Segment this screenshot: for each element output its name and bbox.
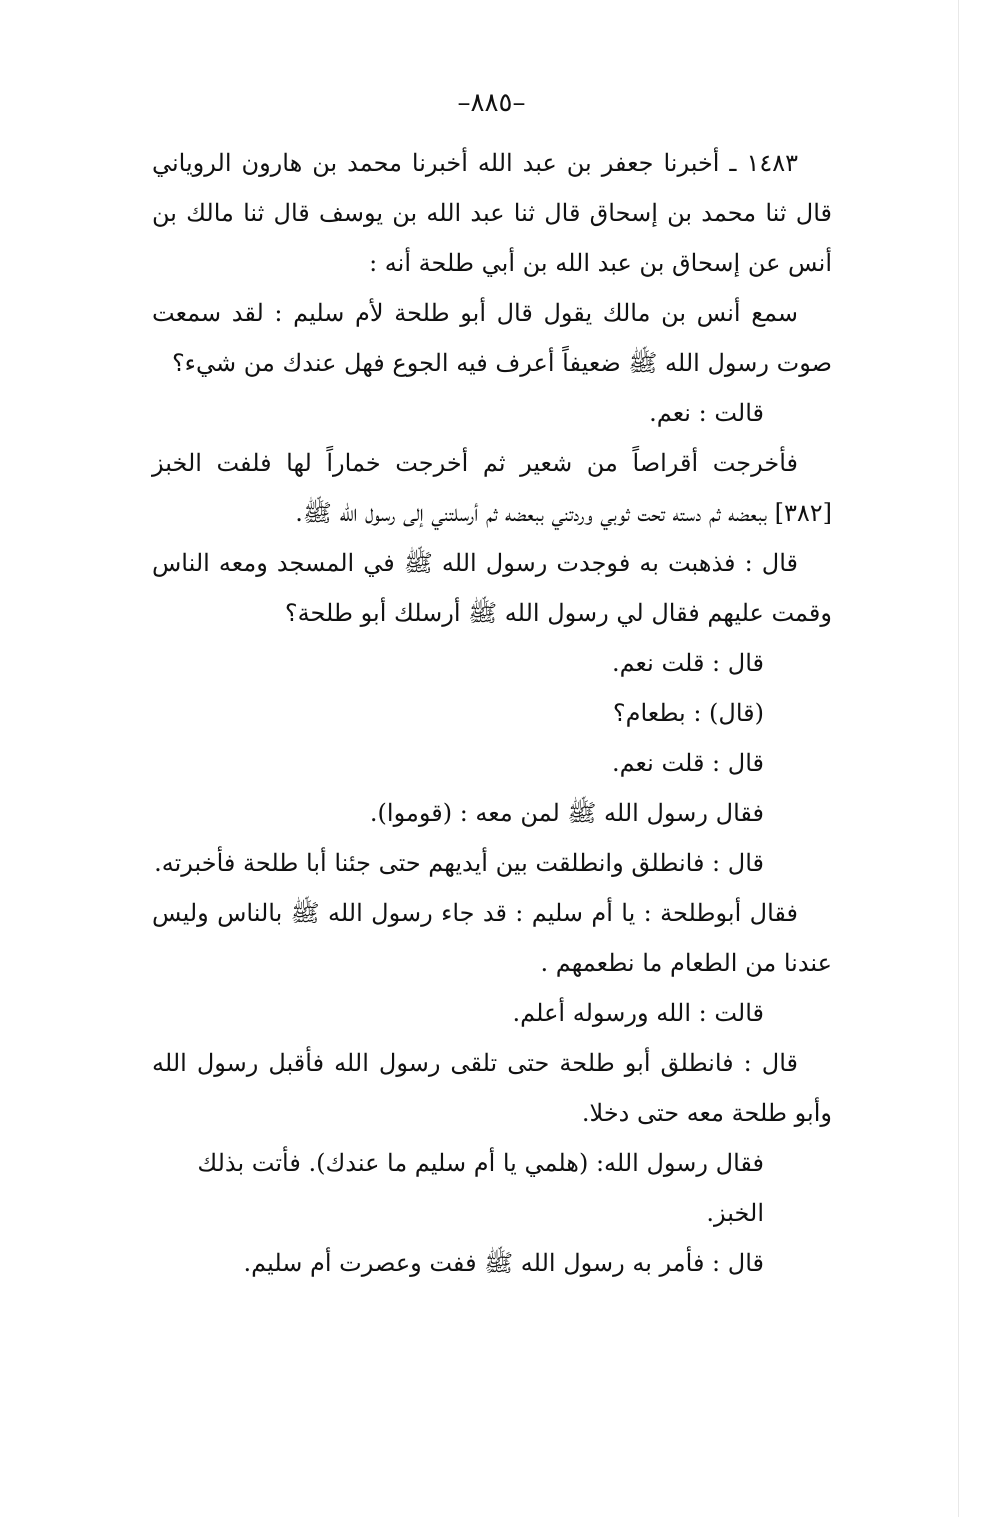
paragraph-meeting-prophet: قال : فانطلق أبو طلحة حتى تلقى رسول الله فأقبل رسول الله وأبو طلحة معه حتى دخلا. — [152, 1049, 832, 1127]
page-number: –٨٨٥– — [457, 88, 526, 118]
paragraph-question-food: (قال) : بطعام؟ — [612, 699, 764, 727]
paragraph-reply-yes-2: قال : قلت نعم. — [611, 749, 764, 777]
page-edge-line — [958, 0, 959, 1517]
paragraph-bread-preparation: فأخرجت أقراصاً من شعير ثم أخرجت خماراً لها فلفت الخبز [٣٨٢] ببعضه ثم دسته تحت ثوبي وردتني ببعضه ثم أرسلتني إلى رسول الله ﷺ. — [152, 449, 832, 527]
hadith-isnad-paragraph: ١٤٨٣ ـ أخبرنا جعفر بن عبد الله أخبرنا محمد بن هارون الروياني قال ثنا محمد بن إسحاق قال ثنا عبد الله بن يوسف قال ثنا مالك بن أنس عن إسحاق بن عبد الله بن أبي طلحة أنه : — [152, 149, 832, 277]
paragraph-bread-crumbled: قال : فأمر به رسول الله ﷺ ففت وعصرت أم سليم. — [243, 1249, 764, 1277]
hadith-text-block — [152, 138, 832, 1288]
paragraph-command-stand: فقال رسول الله ﷺ لمن معه : (قوموا). — [369, 799, 764, 827]
paragraph-reply-yes-1: قال : قلت نعم. — [611, 649, 764, 677]
paragraph-abu-talha-worry: فقال أبوطلحة : يا أم سليم : قد جاء رسول الله ﷺ بالناس وليس عندنا من الطعام ما نطعمهم . — [152, 899, 832, 977]
paragraph-allah-knows: قالت : الله ورسوله أعلم. — [512, 999, 764, 1027]
paragraph-went-ahead: قال : فانطلق وانطلقت بين أيديهم حتى جئنا أبا طلحة فأخبرته. — [154, 849, 764, 877]
paragraph-abu-talha-speech: سمع أنس بن مالك يقول قال أبو طلحة لأم سليم : لقد سمعت صوت رسول الله ﷺ ضعيفاً أعرف فيه الجوع فهل عندك من شيء؟ — [152, 299, 832, 377]
paragraph-mosque-encounter: قال : فذهبت به فوجدت رسول الله ﷺ في المسجد ومعه الناس وقمت عليهم فقال لي رسول الله ﷺ أرسلك أبو طلحة؟ — [152, 549, 832, 627]
paragraph-bring-food: فقال رسول الله: (هلمي يا أم سليم ما عندك). فأتت بذلك الخبز. — [197, 1149, 764, 1227]
paragraph-um-sulaym-reply: قالت : نعم. — [649, 399, 764, 427]
